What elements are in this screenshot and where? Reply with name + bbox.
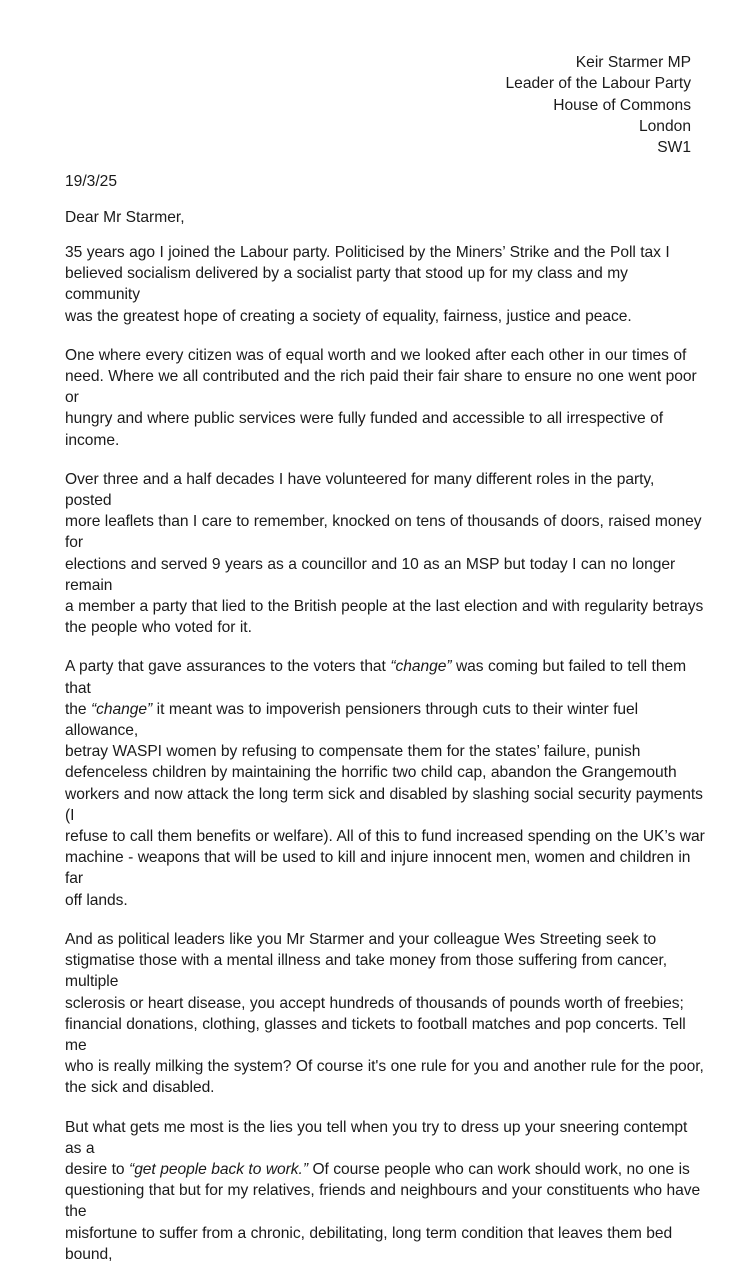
recipient-title: Leader of the Labour Party: [505, 75, 691, 93]
line: the people who voted for it.: [65, 619, 252, 637]
line-text: desire to: [65, 1160, 130, 1178]
line: workers and now attack the long term sick and disabled by slashing social security payments (I: [65, 785, 703, 824]
quoted-change: “change”: [390, 658, 452, 676]
line: questioning that but for my relatives, friends and neighbours and your constituents who have the: [65, 1182, 701, 1221]
paragraph-3: [65, 469, 705, 639]
line-text: was coming but failed to tell them that: [65, 658, 687, 697]
line: 35 years ago I joined the Labour party. Politicised by the Miners’ Strike and the Poll tax I: [65, 244, 670, 261]
line: was the greatest hope of creating a society of equality, fairness, justice and peace.: [65, 307, 632, 325]
line: refuse to call them benefits or welfare). All of this to fund increased spending on the UK’s war: [65, 828, 705, 846]
line: stigmatise those with a mental illness and take money from those suffering from cancer, multiple: [65, 952, 668, 991]
line-text: the: [65, 700, 92, 718]
letter-date: 19/3/25: [65, 173, 118, 190]
paragraph-1: [65, 242, 705, 327]
recipient-postcode: SW1: [657, 139, 691, 157]
line: betray WASPI women by refusing to compensate them for the states’ failure, punish: [65, 743, 641, 761]
paragraph-4: [65, 656, 705, 910]
line: misfortune to suffer from a chronic, debilitating, long term condition that leaves them bed bound,: [65, 1224, 673, 1263]
line: more leaflets than I care to remember, knocked on tens of thousands of doors, raised money for: [65, 513, 702, 552]
line-text: it meant was to impoverish pensioners through cuts to their winter fuel allowance,: [65, 700, 639, 740]
line: sclerosis or heart disease, you accept hundreds of thousands of pounds worth of freebies;: [65, 994, 684, 1012]
line-text: Of course people who can work should work, no one is: [307, 1160, 690, 1178]
line: a member a party that lied to the British people at the last election and with regularity betrays: [65, 598, 704, 616]
line: need. Where we all contributed and the rich paid their fair share to ensure no one went poor or: [65, 368, 697, 407]
line: defenceless children by maintaining the horrific two child cap, abandon the Grangemouth: [65, 764, 677, 782]
recipient-city: London: [638, 117, 691, 135]
line: hungry and where public services were fully funded and accessible to all irrespective of income.: [65, 410, 664, 449]
line: And as political leaders like you Mr Starmer and your colleague Wes Streeting seek to: [65, 930, 657, 948]
line: financial donations, clothing, glasses and tickets to football matches and pop concerts. Tell me: [65, 1015, 686, 1054]
paragraph-2: [65, 345, 705, 451]
line: Over three and a half decades I have volunteered for many different roles in the party, posted: [65, 470, 655, 510]
line: the sick and disabled.: [65, 1079, 215, 1097]
quoted-back-to-work: “get people back to work.”: [129, 1160, 308, 1178]
line: who is really milking the system? Of course it's one rule for you and another rule for the poor,: [65, 1058, 704, 1076]
line: machine - weapons that will be used to kill and injure innocent men, women and children in far: [65, 849, 691, 888]
letter-body: [65, 242, 705, 1283]
paragraph-5: [65, 929, 705, 1099]
quoted-change: “change”: [91, 700, 153, 718]
line: believed socialism delivered by a socialist party that stood up for my class and my community: [65, 265, 628, 304]
line-text: A party that gave assurances to the voters that: [65, 658, 391, 676]
recipient-building: House of Commons: [553, 96, 691, 114]
salutation: Dear Mr Starmer,: [65, 209, 185, 226]
line: But what gets me most is the lies you tell when you try to dress up your sneering contempt as a: [65, 1118, 688, 1157]
line: elections and served 9 years as a councillor and 10 as an MSP but today I can no longer remain: [65, 555, 676, 594]
recipient-address: [505, 52, 691, 158]
paragraph-6: [65, 1117, 705, 1265]
recipient-name: Keir Starmer MP: [575, 54, 691, 71]
line: One where every citizen was of equal worth and we looked after each other in our times of: [65, 346, 687, 364]
line: off lands.: [65, 891, 128, 909]
